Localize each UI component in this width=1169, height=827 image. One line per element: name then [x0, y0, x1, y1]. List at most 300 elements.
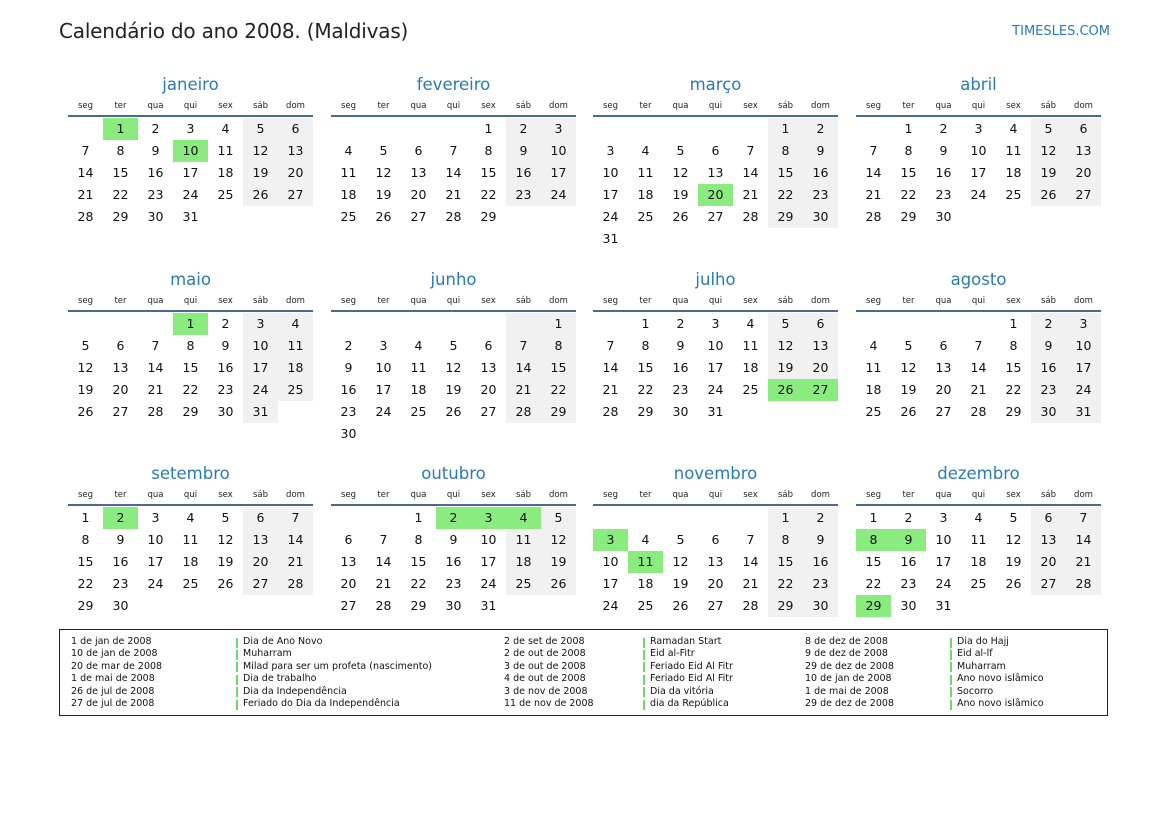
day-cell[interactable]: 20: [410, 187, 427, 202]
day-cell[interactable]: 9: [676, 338, 685, 353]
day-cell[interactable]: 4: [221, 121, 230, 136]
day-cell[interactable]: 5: [1009, 510, 1018, 525]
day-cell[interactable]: 13: [1031, 529, 1066, 551]
day-cell[interactable]: 18: [506, 551, 541, 573]
day-cell[interactable]: 30: [445, 598, 462, 613]
day-cell[interactable]: 7: [449, 143, 458, 158]
day-cell[interactable]: 5: [379, 143, 388, 158]
day-cell[interactable]: 23: [672, 382, 689, 397]
day-cell[interactable]: 6: [278, 118, 313, 140]
day-cell[interactable]: 24: [147, 576, 164, 591]
day-cell[interactable]: 6: [243, 507, 278, 529]
day-cell[interactable]: 18: [278, 357, 313, 379]
day-cell[interactable]: 14: [970, 360, 987, 375]
day-cell[interactable]: 19: [217, 554, 234, 569]
day-cell[interactable]: 24: [1066, 379, 1101, 401]
day-cell[interactable]: 16: [445, 554, 462, 569]
day-cell[interactable]: 25: [410, 404, 427, 419]
day-cell[interactable]: 14: [1066, 529, 1101, 551]
day-cell[interactable]: 29: [480, 209, 497, 224]
day-cell[interactable]: 22: [768, 573, 803, 595]
day-cell[interactable]: 20: [480, 382, 497, 397]
day-cell[interactable]: 11: [1005, 143, 1022, 158]
day-cell[interactable]: 24: [182, 187, 199, 202]
day-cell[interactable]: 11: [410, 360, 427, 375]
day-cell[interactable]: 4: [746, 316, 755, 331]
day-cell[interactable]: 1: [103, 118, 138, 140]
day-cell[interactable]: 24: [541, 184, 576, 206]
day-cell[interactable]: 7: [379, 532, 388, 547]
day-cell[interactable]: 7: [746, 143, 755, 158]
day-cell[interactable]: 23: [340, 404, 357, 419]
day-cell[interactable]: 21: [865, 187, 882, 202]
day-cell[interactable]: 21: [147, 382, 164, 397]
day-cell[interactable]: 18: [637, 187, 654, 202]
day-cell[interactable]: 22: [768, 184, 803, 206]
day-cell[interactable]: 25: [865, 404, 882, 419]
day-cell[interactable]: 15: [768, 551, 803, 573]
day-cell[interactable]: 26: [541, 573, 576, 595]
day-cell[interactable]: 15: [637, 360, 654, 375]
day-cell[interactable]: 10: [480, 532, 497, 547]
day-cell[interactable]: 17: [182, 165, 199, 180]
day-cell[interactable]: 21: [278, 551, 313, 573]
day-cell[interactable]: 28: [445, 209, 462, 224]
day-cell[interactable]: 29: [768, 595, 803, 617]
day-cell[interactable]: 11: [637, 165, 654, 180]
day-cell[interactable]: 21: [77, 187, 94, 202]
day-cell[interactable]: 1: [869, 510, 878, 525]
day-cell[interactable]: 12: [900, 360, 917, 375]
day-cell[interactable]: 6: [1031, 507, 1066, 529]
day-cell[interactable]: 27: [243, 573, 278, 595]
day-cell[interactable]: 23: [112, 576, 129, 591]
day-cell[interactable]: 30: [672, 404, 689, 419]
day-cell[interactable]: 16: [506, 162, 541, 184]
day-cell[interactable]: 11: [340, 165, 357, 180]
day-cell[interactable]: 13: [707, 165, 724, 180]
day-cell[interactable]: 26: [375, 209, 392, 224]
day-cell[interactable]: 2: [221, 316, 230, 331]
day-cell[interactable]: 8: [1009, 338, 1018, 353]
day-cell[interactable]: 2: [904, 510, 913, 525]
day-cell[interactable]: 9: [939, 143, 948, 158]
day-cell[interactable]: 3: [593, 529, 628, 551]
day-cell[interactable]: 17: [970, 165, 987, 180]
day-cell[interactable]: 23: [900, 576, 917, 591]
day-cell[interactable]: 9: [221, 338, 230, 353]
day-cell[interactable]: 17: [602, 576, 619, 591]
day-cell[interactable]: 10: [1066, 335, 1101, 357]
day-cell[interactable]: 20: [707, 576, 724, 591]
day-cell[interactable]: 7: [278, 507, 313, 529]
day-cell[interactable]: 27: [707, 598, 724, 613]
day-cell[interactable]: 12: [77, 360, 94, 375]
day-cell[interactable]: 5: [1031, 118, 1066, 140]
day-cell[interactable]: 15: [900, 165, 917, 180]
day-cell[interactable]: 12: [445, 360, 462, 375]
day-cell[interactable]: 21: [375, 576, 392, 591]
day-cell[interactable]: 4: [641, 532, 650, 547]
day-cell[interactable]: 18: [1005, 165, 1022, 180]
day-cell[interactable]: 2: [1031, 313, 1066, 335]
day-cell[interactable]: 4: [344, 143, 353, 158]
day-cell[interactable]: 16: [340, 382, 357, 397]
day-cell[interactable]: 31: [707, 404, 724, 419]
day-cell[interactable]: 27: [112, 404, 129, 419]
day-cell[interactable]: 28: [278, 573, 313, 595]
day-cell[interactable]: 11: [628, 551, 663, 573]
day-cell[interactable]: 28: [1066, 573, 1101, 595]
day-cell[interactable]: 1: [1009, 316, 1018, 331]
day-cell[interactable]: 20: [935, 382, 952, 397]
day-cell[interactable]: 25: [1005, 187, 1022, 202]
day-cell[interactable]: 17: [243, 357, 278, 379]
day-cell[interactable]: 20: [243, 551, 278, 573]
day-cell[interactable]: 3: [541, 118, 576, 140]
day-cell[interactable]: 23: [147, 187, 164, 202]
day-cell[interactable]: 4: [186, 510, 195, 525]
day-cell[interactable]: 30: [147, 209, 164, 224]
day-cell[interactable]: 10: [375, 360, 392, 375]
day-cell[interactable]: 12: [375, 165, 392, 180]
day-cell[interactable]: 5: [449, 338, 458, 353]
day-cell[interactable]: 8: [484, 143, 493, 158]
day-cell[interactable]: 8: [768, 529, 803, 551]
day-cell[interactable]: 23: [935, 187, 952, 202]
day-cell[interactable]: 14: [742, 554, 759, 569]
day-cell[interactable]: 18: [970, 554, 987, 569]
day-cell[interactable]: 24: [602, 598, 619, 613]
day-cell[interactable]: 31: [1066, 401, 1101, 423]
day-cell[interactable]: 26: [672, 598, 689, 613]
day-cell[interactable]: 21: [742, 576, 759, 591]
day-cell[interactable]: 31: [935, 598, 952, 613]
day-cell[interactable]: 8: [116, 143, 125, 158]
day-cell[interactable]: 2: [506, 118, 541, 140]
day-cell[interactable]: 25: [637, 209, 654, 224]
day-cell[interactable]: 14: [375, 554, 392, 569]
day-cell[interactable]: 23: [803, 573, 838, 595]
day-cell[interactable]: 16: [147, 165, 164, 180]
day-cell[interactable]: 15: [410, 554, 427, 569]
day-cell[interactable]: 3: [186, 121, 195, 136]
day-cell[interactable]: 1: [173, 313, 208, 335]
day-cell[interactable]: 18: [637, 576, 654, 591]
day-cell[interactable]: 21: [602, 382, 619, 397]
day-cell[interactable]: 12: [541, 529, 576, 551]
day-cell[interactable]: 3: [379, 338, 388, 353]
day-cell[interactable]: 8: [81, 532, 90, 547]
day-cell[interactable]: 23: [217, 382, 234, 397]
day-cell[interactable]: 26: [1005, 576, 1022, 591]
day-cell[interactable]: 13: [112, 360, 129, 375]
day-cell[interactable]: 3: [974, 121, 983, 136]
day-cell[interactable]: 6: [1066, 118, 1101, 140]
day-cell[interactable]: 8: [186, 338, 195, 353]
day-cell[interactable]: 10: [707, 338, 724, 353]
day-cell[interactable]: 9: [1031, 335, 1066, 357]
day-cell[interactable]: 31: [602, 231, 619, 246]
day-cell[interactable]: 5: [676, 143, 685, 158]
day-cell[interactable]: 3: [243, 313, 278, 335]
day-cell[interactable]: 2: [803, 507, 838, 529]
day-cell[interactable]: 11: [182, 532, 199, 547]
day-cell[interactable]: 19: [445, 382, 462, 397]
day-cell[interactable]: 27: [340, 598, 357, 613]
day-cell[interactable]: 21: [970, 382, 987, 397]
day-cell[interactable]: 30: [803, 206, 838, 228]
day-cell[interactable]: 9: [891, 529, 926, 551]
day-cell[interactable]: 27: [278, 184, 313, 206]
day-cell[interactable]: 8: [768, 140, 803, 162]
day-cell[interactable]: 26: [672, 209, 689, 224]
day-cell[interactable]: 10: [935, 532, 952, 547]
day-cell[interactable]: 31: [480, 598, 497, 613]
day-cell[interactable]: 31: [243, 401, 278, 423]
day-cell[interactable]: 18: [340, 187, 357, 202]
day-cell[interactable]: 11: [742, 338, 759, 353]
day-cell[interactable]: 26: [77, 404, 94, 419]
day-cell[interactable]: 27: [803, 379, 838, 401]
day-cell[interactable]: 7: [869, 143, 878, 158]
day-cell[interactable]: 11: [865, 360, 882, 375]
day-cell[interactable]: 5: [221, 510, 230, 525]
day-cell[interactable]: 10: [602, 554, 619, 569]
day-cell[interactable]: 14: [865, 165, 882, 180]
day-cell[interactable]: 18: [865, 382, 882, 397]
day-cell[interactable]: 15: [480, 165, 497, 180]
day-cell[interactable]: 11: [970, 532, 987, 547]
day-cell[interactable]: 2: [344, 338, 353, 353]
day-cell[interactable]: 28: [865, 209, 882, 224]
day-cell[interactable]: 15: [541, 357, 576, 379]
day-cell[interactable]: 28: [970, 404, 987, 419]
day-cell[interactable]: 22: [112, 187, 129, 202]
day-cell[interactable]: 15: [112, 165, 129, 180]
day-cell[interactable]: 28: [742, 209, 759, 224]
day-cell[interactable]: 16: [112, 554, 129, 569]
day-cell[interactable]: 22: [900, 187, 917, 202]
day-cell[interactable]: 13: [803, 335, 838, 357]
day-cell[interactable]: 29: [410, 598, 427, 613]
day-cell[interactable]: 29: [856, 595, 891, 617]
day-cell[interactable]: 19: [77, 382, 94, 397]
day-cell[interactable]: 29: [1005, 404, 1022, 419]
day-cell[interactable]: 28: [77, 209, 94, 224]
day-cell[interactable]: 24: [970, 187, 987, 202]
day-cell[interactable]: 5: [676, 532, 685, 547]
day-cell[interactable]: 1: [904, 121, 913, 136]
day-cell[interactable]: 30: [935, 209, 952, 224]
day-cell[interactable]: 16: [1031, 357, 1066, 379]
day-cell[interactable]: 2: [939, 121, 948, 136]
day-cell[interactable]: 16: [672, 360, 689, 375]
day-cell[interactable]: 2: [103, 507, 138, 529]
day-cell[interactable]: 29: [77, 598, 94, 613]
day-cell[interactable]: 30: [112, 598, 129, 613]
day-cell[interactable]: 5: [81, 338, 90, 353]
day-cell[interactable]: 15: [182, 360, 199, 375]
day-cell[interactable]: 17: [375, 382, 392, 397]
day-cell[interactable]: 17: [707, 360, 724, 375]
day-cell[interactable]: 13: [935, 360, 952, 375]
day-cell[interactable]: 20: [1031, 551, 1066, 573]
day-cell[interactable]: 9: [803, 140, 838, 162]
day-cell[interactable]: 26: [243, 184, 278, 206]
day-cell[interactable]: 10: [173, 140, 208, 162]
day-cell[interactable]: 24: [935, 576, 952, 591]
day-cell[interactable]: 15: [1005, 360, 1022, 375]
day-cell[interactable]: 16: [900, 554, 917, 569]
day-cell[interactable]: 21: [445, 187, 462, 202]
day-cell[interactable]: 12: [768, 335, 803, 357]
day-cell[interactable]: 22: [637, 382, 654, 397]
day-cell[interactable]: 16: [217, 360, 234, 375]
day-cell[interactable]: 9: [803, 529, 838, 551]
day-cell[interactable]: 31: [182, 209, 199, 224]
day-cell[interactable]: 22: [410, 576, 427, 591]
day-cell[interactable]: 13: [340, 554, 357, 569]
day-cell[interactable]: 24: [480, 576, 497, 591]
day-cell[interactable]: 14: [77, 165, 94, 180]
day-cell[interactable]: 7: [1066, 507, 1101, 529]
day-cell[interactable]: 10: [541, 140, 576, 162]
day-cell[interactable]: 27: [480, 404, 497, 419]
day-cell[interactable]: 29: [637, 404, 654, 419]
day-cell[interactable]: 2: [803, 118, 838, 140]
day-cell[interactable]: 22: [1005, 382, 1022, 397]
day-cell[interactable]: 10: [970, 143, 987, 158]
day-cell[interactable]: 11: [278, 335, 313, 357]
day-cell[interactable]: 28: [506, 401, 541, 423]
day-cell[interactable]: 3: [606, 143, 615, 158]
day-cell[interactable]: 12: [672, 165, 689, 180]
day-cell[interactable]: 4: [641, 143, 650, 158]
day-cell[interactable]: 17: [480, 554, 497, 569]
day-cell[interactable]: 4: [869, 338, 878, 353]
day-cell[interactable]: 14: [278, 529, 313, 551]
day-cell[interactable]: 22: [182, 382, 199, 397]
brand-link[interactable]: TIMESLES.COM: [1012, 24, 1110, 39]
day-cell[interactable]: 17: [147, 554, 164, 569]
day-cell[interactable]: 18: [742, 360, 759, 375]
day-cell[interactable]: 2: [676, 316, 685, 331]
day-cell[interactable]: 11: [217, 143, 234, 158]
day-cell[interactable]: 9: [506, 140, 541, 162]
day-cell[interactable]: 4: [506, 507, 541, 529]
day-cell[interactable]: 25: [217, 187, 234, 202]
day-cell[interactable]: 6: [116, 338, 125, 353]
day-cell[interactable]: 9: [344, 360, 353, 375]
day-cell[interactable]: 27: [410, 209, 427, 224]
day-cell[interactable]: 24: [602, 209, 619, 224]
day-cell[interactable]: 20: [340, 576, 357, 591]
day-cell[interactable]: 26: [217, 576, 234, 591]
day-cell[interactable]: 12: [1031, 140, 1066, 162]
day-cell[interactable]: 17: [541, 162, 576, 184]
day-cell[interactable]: 23: [803, 184, 838, 206]
day-cell[interactable]: 23: [445, 576, 462, 591]
day-cell[interactable]: 16: [803, 162, 838, 184]
day-cell[interactable]: 24: [375, 404, 392, 419]
day-cell[interactable]: 12: [1005, 532, 1022, 547]
day-cell[interactable]: 1: [81, 510, 90, 525]
day-cell[interactable]: 25: [278, 379, 313, 401]
day-cell[interactable]: 7: [151, 338, 160, 353]
day-cell[interactable]: 1: [414, 510, 423, 525]
day-cell[interactable]: 29: [900, 209, 917, 224]
day-cell[interactable]: 11: [506, 529, 541, 551]
day-cell[interactable]: 8: [641, 338, 650, 353]
day-cell[interactable]: 20: [112, 382, 129, 397]
day-cell[interactable]: 6: [711, 532, 720, 547]
day-cell[interactable]: 28: [742, 598, 759, 613]
day-cell[interactable]: 12: [217, 532, 234, 547]
day-cell[interactable]: 22: [865, 576, 882, 591]
day-cell[interactable]: 25: [970, 576, 987, 591]
day-cell[interactable]: 6: [939, 338, 948, 353]
day-cell[interactable]: 20: [1066, 162, 1101, 184]
day-cell[interactable]: 30: [1031, 401, 1066, 423]
day-cell[interactable]: 10: [147, 532, 164, 547]
day-cell[interactable]: 8: [541, 335, 576, 357]
day-cell[interactable]: 18: [410, 382, 427, 397]
day-cell[interactable]: 29: [182, 404, 199, 419]
day-cell[interactable]: 19: [672, 576, 689, 591]
day-cell[interactable]: 9: [449, 532, 458, 547]
day-cell[interactable]: 13: [243, 529, 278, 551]
day-cell[interactable]: 10: [243, 335, 278, 357]
day-cell[interactable]: 3: [471, 507, 506, 529]
day-cell[interactable]: 16: [935, 165, 952, 180]
day-cell[interactable]: 27: [935, 404, 952, 419]
day-cell[interactable]: 19: [243, 162, 278, 184]
day-cell[interactable]: 8: [904, 143, 913, 158]
day-cell[interactable]: 25: [182, 576, 199, 591]
day-cell[interactable]: 3: [1066, 313, 1101, 335]
day-cell[interactable]: 27: [707, 209, 724, 224]
day-cell[interactable]: 26: [900, 404, 917, 419]
day-cell[interactable]: 14: [147, 360, 164, 375]
day-cell[interactable]: 5: [243, 118, 278, 140]
day-cell[interactable]: 3: [711, 316, 720, 331]
day-cell[interactable]: 29: [112, 209, 129, 224]
day-cell[interactable]: 19: [375, 187, 392, 202]
day-cell[interactable]: 22: [77, 576, 94, 591]
day-cell[interactable]: 15: [865, 554, 882, 569]
day-cell[interactable]: 21: [506, 379, 541, 401]
day-cell[interactable]: 20: [278, 162, 313, 184]
day-cell[interactable]: 24: [707, 382, 724, 397]
day-cell[interactable]: 25: [506, 573, 541, 595]
day-cell[interactable]: 7: [506, 335, 541, 357]
day-cell[interactable]: 4: [974, 510, 983, 525]
day-cell[interactable]: 1: [541, 313, 576, 335]
day-cell[interactable]: 22: [541, 379, 576, 401]
day-cell[interactable]: 1: [484, 121, 493, 136]
day-cell[interactable]: 18: [217, 165, 234, 180]
day-cell[interactable]: 26: [768, 379, 803, 401]
day-cell[interactable]: 5: [541, 507, 576, 529]
day-cell[interactable]: 8: [414, 532, 423, 547]
day-cell[interactable]: 13: [410, 165, 427, 180]
day-cell[interactable]: 20: [803, 357, 838, 379]
day-cell[interactable]: 3: [939, 510, 948, 525]
day-cell[interactable]: 30: [217, 404, 234, 419]
day-cell[interactable]: 19: [900, 382, 917, 397]
day-cell[interactable]: 14: [742, 165, 759, 180]
